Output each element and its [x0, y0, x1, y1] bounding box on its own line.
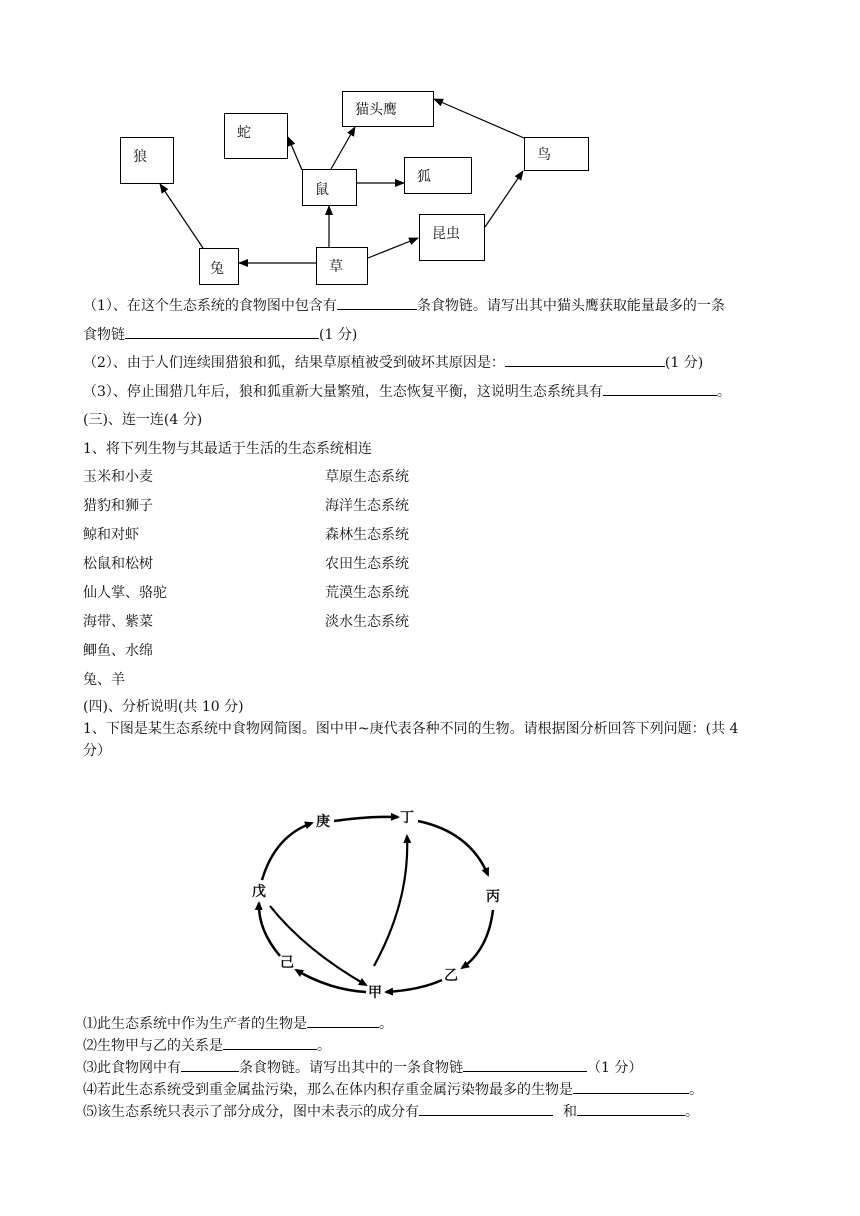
subquestion-1	[83, 1013, 393, 1034]
q2-score: (1 分)	[664, 355, 704, 371]
sq4-end: 。	[689, 1082, 703, 1098]
match-right-item[interactable]: 农田生态系统	[325, 556, 409, 572]
q1-text-a: （1）、在这个生态系统的食物图中包含有	[83, 298, 337, 314]
subquestion-5	[83, 1101, 699, 1122]
match-left-item[interactable]: 鲫鱼、水绵	[83, 643, 153, 659]
node-bing: 丙	[486, 889, 500, 905]
section-3-instruction: 1、将下列生物与其最适于生活的生态系统相连	[83, 441, 372, 457]
node-jia: 甲	[368, 985, 382, 1001]
node-mouse-label: 鼠	[315, 182, 329, 198]
arc-jia-ji	[296, 970, 366, 992]
match-left-item[interactable]: 鲸和对虾	[83, 527, 139, 543]
sq3-text-a: ⑶此食物网中有	[83, 1060, 181, 1076]
arc-bing-yi	[462, 910, 493, 968]
subquestion-2	[83, 1035, 331, 1056]
q3-text: （3）、停止围猎几年后，狼和狐重新大量繁殖，生态恢复平衡，这说明生态系统具有	[83, 384, 603, 400]
sq2-text: ⑵生物甲与乙的关系是	[83, 1038, 223, 1054]
subquestion-4	[83, 1079, 703, 1100]
match-left-item[interactable]: 猎豹和狮子	[83, 498, 153, 514]
sq5-text-b: 和	[563, 1104, 577, 1120]
node-grass-label: 草	[329, 259, 343, 275]
arc-geng-ding	[334, 817, 398, 821]
match-right-item[interactable]: 森林生态系统	[325, 527, 409, 543]
section-4-intro-line-1: 1、下图是某生态系统中食物网简图。图中甲~庚代表各种不同的生物。请根据图分析回答下列问题：(共 4	[83, 721, 739, 737]
section-3-title: (三)、连一连(4 分)	[83, 412, 203, 428]
sq3-blank-count[interactable]	[181, 1057, 239, 1072]
arrow-jia-ding	[374, 836, 407, 966]
sq1-blank[interactable]	[307, 1013, 379, 1028]
sq3-blank-chain[interactable]	[463, 1057, 587, 1072]
sq5-text-a: ⑸该生态系统只表示了部分成分，图中未表示的成分有	[83, 1104, 419, 1120]
node-owl-label: 猫头鹰	[355, 102, 397, 118]
match-left-item[interactable]: 海带、紫菜	[83, 614, 153, 630]
arrow-wu-jia	[270, 906, 366, 985]
match-right-item[interactable]: 淡水生态系统	[325, 614, 409, 630]
q3-end: 。	[716, 384, 731, 400]
arc-yi-jia	[386, 980, 442, 992]
sq3-score: （1 分）	[587, 1060, 643, 1076]
sq5-blank-1[interactable]	[419, 1101, 553, 1116]
node-rabbit-label: 兔	[210, 261, 224, 277]
node-ding: 丁	[400, 810, 414, 826]
q1-text-c: 食物链	[83, 327, 125, 343]
q1-text-b: 条食物链。请写出其中猫头鹰获取能量最多的一条	[416, 298, 725, 314]
match-left-item[interactable]: 松鼠和松树	[83, 556, 153, 572]
match-right-item[interactable]: 草原生态系统	[325, 469, 409, 485]
arc-ji-wu	[259, 903, 280, 956]
section-4-intro-line-2: 分）	[83, 743, 111, 759]
sq1-text: ⑴此生态系统中作为生产者的生物是	[83, 1016, 307, 1032]
node-insect-label: 昆虫	[432, 226, 460, 242]
sq2-end: 。	[317, 1038, 331, 1054]
match-right-item[interactable]: 海洋生态系统	[325, 498, 409, 514]
sq1-end: 。	[379, 1016, 393, 1032]
node-snake-label: 蛇	[237, 125, 251, 141]
subquestion-3	[83, 1057, 642, 1078]
sq4-blank[interactable]	[573, 1079, 689, 1094]
match-left-item[interactable]: 仙人掌、骆驼	[83, 585, 167, 601]
sq4-text: ⑷若此生态系统受到重金属盐污染，那么在体内积存重金属污染物最多的生物是	[83, 1082, 573, 1098]
node-yi: 乙	[444, 968, 458, 984]
q1-score: (1 分)	[319, 327, 358, 343]
sq2-blank[interactable]	[223, 1035, 317, 1050]
sq5-end: 。	[685, 1104, 699, 1120]
node-ji: 己	[280, 955, 294, 971]
section-4-title: (四)、分析说明(共 10 分)	[83, 699, 244, 715]
match-right-item[interactable]: 荒漠生态系统	[325, 585, 409, 601]
node-geng: 庚	[316, 814, 330, 830]
node-fox-label: 狐	[417, 168, 431, 185]
sq5-blank-2[interactable]	[577, 1101, 685, 1116]
match-left-item[interactable]: 兔、羊	[83, 672, 125, 688]
q2-text: （2）、由于人们连续围猎狼和狐，结果草原植被受到破坏其原因是：	[83, 355, 505, 371]
node-wu: 戊	[252, 884, 266, 900]
sq3-text-b: 条食物链。请写出其中的一条食物链	[239, 1060, 463, 1076]
match-left-item[interactable]: 玉米和小麦	[83, 469, 153, 485]
arc-wu-geng	[262, 823, 312, 880]
node-bird-label: 鸟	[537, 147, 551, 163]
node-wolf-label: 狼	[133, 149, 147, 165]
arc-ding-bing	[418, 821, 488, 875]
